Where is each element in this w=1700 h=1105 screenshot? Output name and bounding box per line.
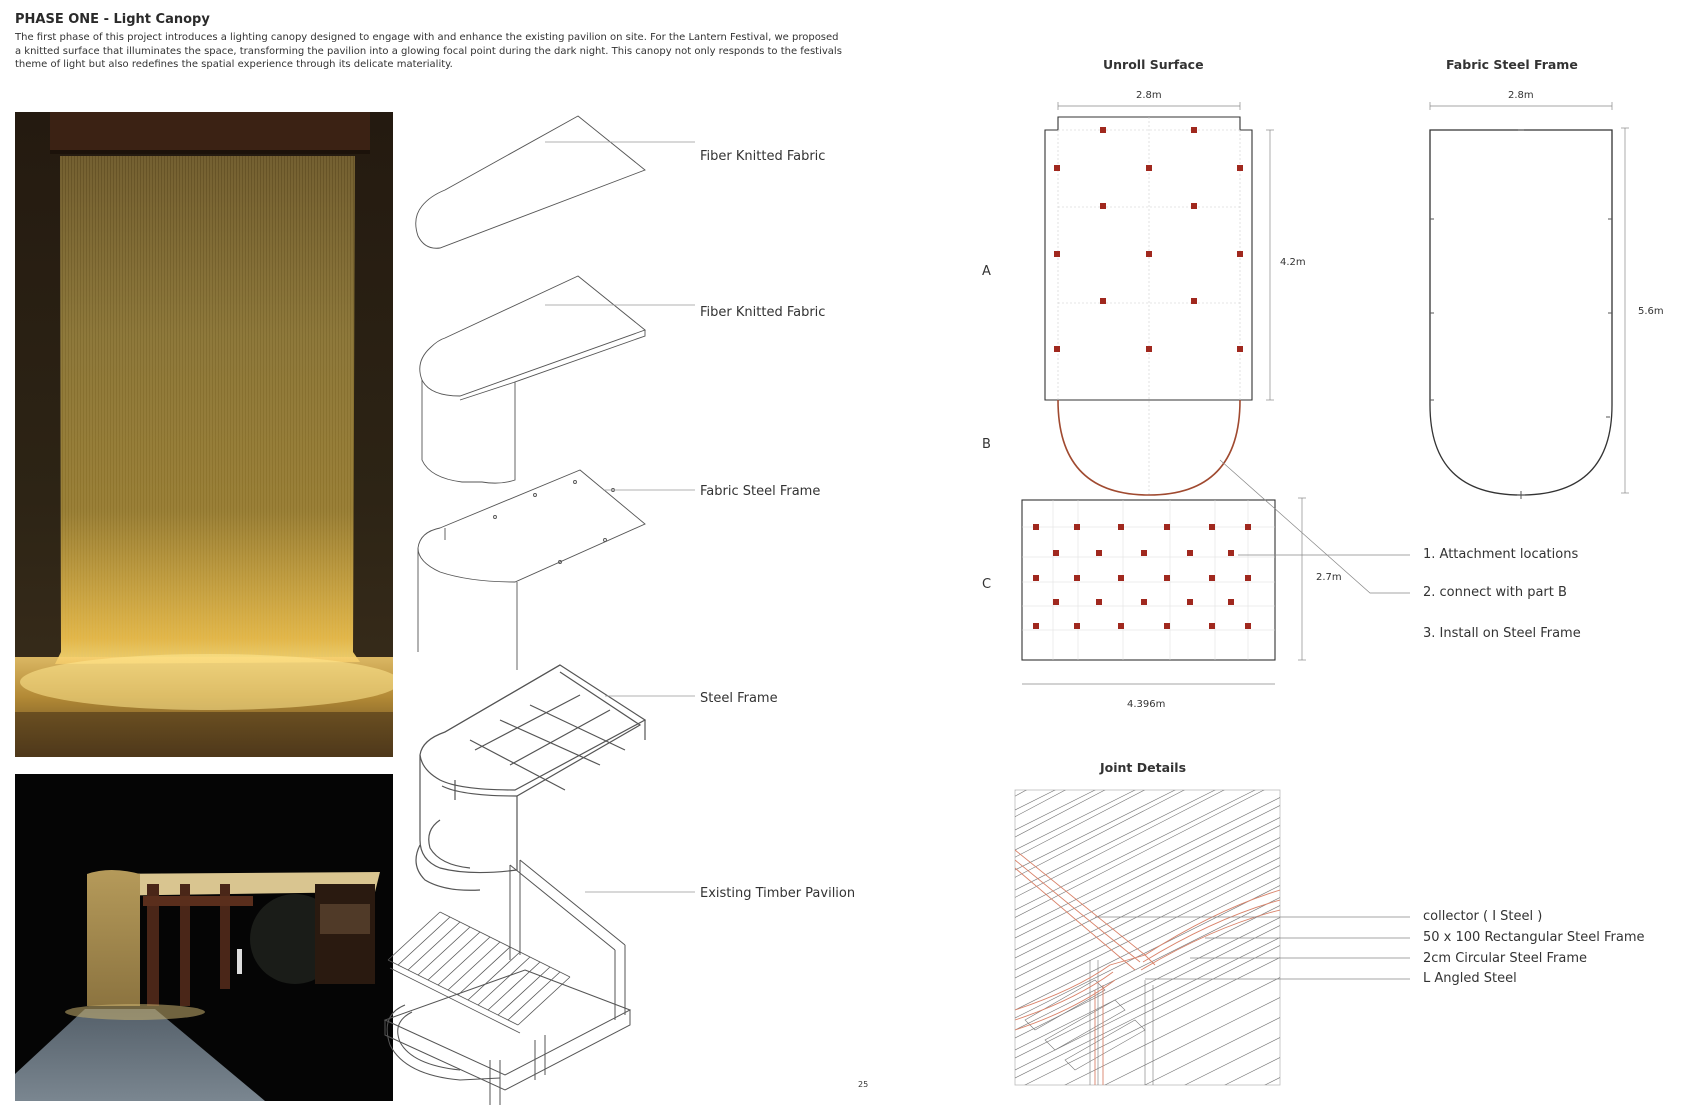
frame-height: 5.6m xyxy=(1638,306,1664,317)
page-title: PHASE ONE - Light Canopy xyxy=(15,12,210,27)
unroll-note-2: 2. connect with part B xyxy=(1423,585,1567,600)
joint-note-collector: collector ( I Steel ) xyxy=(1423,909,1543,924)
frame-width: 2.8m xyxy=(1508,90,1534,101)
part-label-b: B xyxy=(982,437,991,452)
unroll-width-top: 2.8m xyxy=(1136,90,1162,101)
joint-details-heading: Joint Details xyxy=(1100,760,1187,775)
layer-label-steel-frame: Steel Frame xyxy=(700,691,778,706)
unroll-width-c: 4.396m xyxy=(1127,699,1166,710)
intro-paragraph: The first phase of this project introduces a lighting canopy designed to engage with and enhance the existing pavilion on site. For the Lantern Festival, we proposed a knitted surface that illuminates the space, transforming the pavilion into a glowing focal point during the dark night. This canopy not only responds to the festivals theme of light but also redefines the spatial experience through its delicate materiality. xyxy=(15,32,842,70)
unroll-note-3: 3. Install on Steel Frame xyxy=(1423,626,1581,641)
page-number: 25 xyxy=(858,1080,869,1089)
joint-note-circular-frame: 2cm Circular Steel Frame xyxy=(1423,951,1587,966)
layer-label-fabric-2: Fiber Knitted Fabric xyxy=(700,305,826,320)
unroll-height-a: 4.2m xyxy=(1280,257,1306,268)
layer-label-timber-pavilion: Existing Timber Pavilion xyxy=(700,886,856,901)
fabric-steel-frame-heading: Fabric Steel Frame xyxy=(1446,57,1578,72)
joint-note-rect-frame: 50 x 100 Rectangular Steel Frame xyxy=(1423,930,1645,945)
layer-label-fabric-steel-frame: Fabric Steel Frame xyxy=(700,484,821,499)
joint-note-angled-steel: L Angled Steel xyxy=(1423,971,1517,986)
part-label-c: C xyxy=(982,577,992,592)
part-label-a: A xyxy=(982,264,991,279)
unroll-surface-heading: Unroll Surface xyxy=(1103,57,1204,72)
unroll-height-c: 2.7m xyxy=(1316,572,1342,583)
unroll-note-1: 1. Attachment locations xyxy=(1423,547,1579,562)
layer-label-fabric-1: Fiber Knitted Fabric xyxy=(700,149,826,164)
